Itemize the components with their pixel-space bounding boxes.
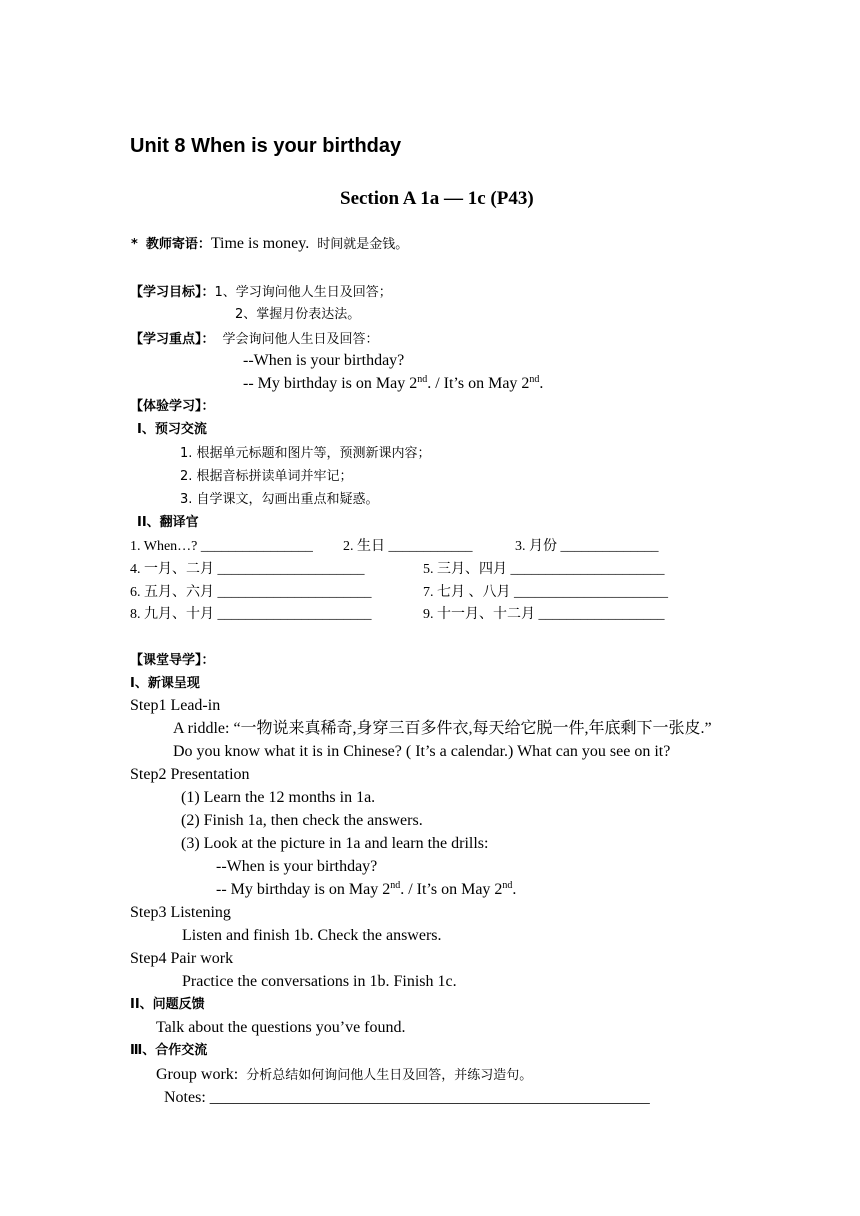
translate-item: 7. 七月 、八月 ______________________ bbox=[423, 585, 668, 600]
step2-heading: Step2 Presentation bbox=[130, 766, 250, 783]
preview-item: 3. 自学课文，勾画出重点和疑惑。 bbox=[180, 492, 379, 507]
motto-english: Time is money. bbox=[210, 235, 310, 252]
focus-question: --When is your birthday? bbox=[243, 352, 405, 369]
experience-label: 【体验学习】： bbox=[130, 399, 215, 414]
classroom-label: 【课堂导学】： bbox=[130, 653, 215, 668]
preview-item: 1. 根据单元标题和图片等，预测新课内容； bbox=[180, 446, 431, 461]
translate-item: 2. 生日 ____________ bbox=[343, 539, 473, 554]
motto-bullet: * bbox=[131, 237, 138, 252]
new-lesson-heading: I、新课呈现 bbox=[130, 676, 200, 691]
group-work bbox=[156, 1067, 532, 1083]
goals-item-1: 1、学习询问他人生日及回答； bbox=[214, 285, 392, 300]
preview-item: 2. 根据音标拼读单词并牢记； bbox=[180, 469, 353, 484]
teacher-motto bbox=[131, 236, 408, 252]
learning-focus bbox=[130, 331, 379, 347]
step4-text: Practice the conversations in 1b. Finish 1c. bbox=[182, 973, 457, 990]
presentation-item: (1) Learn the 12 months in 1a. bbox=[181, 789, 376, 806]
goals-label: 【学习目标】： bbox=[130, 285, 215, 300]
step4-heading: Step4 Pair work bbox=[130, 950, 234, 967]
notes-line: Notes: _______________________________________________________ bbox=[164, 1089, 650, 1106]
focus-intro: 学会询问他人生日及回答： bbox=[222, 332, 379, 347]
translate-item: 1. When…? ________________ bbox=[130, 539, 313, 554]
focus-label: 【学习重点】： bbox=[130, 332, 215, 347]
preview-heading: I、预习交流 bbox=[137, 422, 207, 437]
document-title: Unit 8 When is your birthday bbox=[130, 135, 402, 157]
group-work-label: Group work: bbox=[156, 1066, 239, 1083]
feedback-heading: II、问题反馈 bbox=[130, 997, 205, 1012]
presentation-item: (2) Finish 1a, then check the answers. bbox=[181, 812, 423, 829]
step3-heading: Step3 Listening bbox=[130, 904, 231, 921]
translate-item: 8. 九月、十月 ______________________ bbox=[130, 607, 372, 622]
translate-heading: II、翻译官 bbox=[137, 515, 199, 530]
riddle-question: Do you know what it is in Chinese? ( It’s a calendar.) What can you see on it? bbox=[173, 743, 671, 760]
drill-answer: -- My birthday is on May 2nd. / It’s on May 2nd. bbox=[216, 880, 517, 898]
motto-label: 教师寄语： bbox=[145, 237, 211, 252]
presentation-item: (3) Look at the picture in 1a and learn the drills: bbox=[181, 835, 489, 852]
learning-goals bbox=[130, 284, 392, 300]
focus-answer: -- My birthday is on May 2nd. / It’s on May 2nd. bbox=[243, 374, 544, 392]
cooperation-heading: Ⅲ、合作交流 bbox=[130, 1043, 208, 1058]
step3-text: Listen and finish 1b. Check the answers. bbox=[182, 927, 442, 944]
step1-heading: Step1 Lead-in bbox=[130, 697, 221, 714]
section-heading: Section A 1a — 1c (P43) bbox=[340, 188, 534, 209]
translate-item: 9. 十一月、十二月 __________________ bbox=[423, 607, 665, 622]
motto-chinese: 时间就是金钱。 bbox=[317, 237, 409, 252]
goals-item-2: 2、掌握月份表达法。 bbox=[235, 307, 361, 322]
drill-question: --When is your birthday? bbox=[216, 858, 378, 875]
riddle-text: A riddle: “一物说来真稀奇,身穿三百多件衣,每天给它脱一件,年底剩下一张皮.” bbox=[173, 720, 712, 737]
group-work-task: 分析总结如何询问他人生日及回答，并练习造句。 bbox=[246, 1068, 533, 1083]
translate-item: 6. 五月、六月 ______________________ bbox=[130, 585, 372, 600]
translate-item: 4. 一月、二月 _____________________ bbox=[130, 562, 365, 577]
translate-item: 3. 月份 ______________ bbox=[515, 539, 659, 554]
translate-item: 5. 三月、四月 ______________________ bbox=[423, 562, 665, 577]
feedback-text: Talk about the questions you’ve found. bbox=[156, 1019, 406, 1036]
